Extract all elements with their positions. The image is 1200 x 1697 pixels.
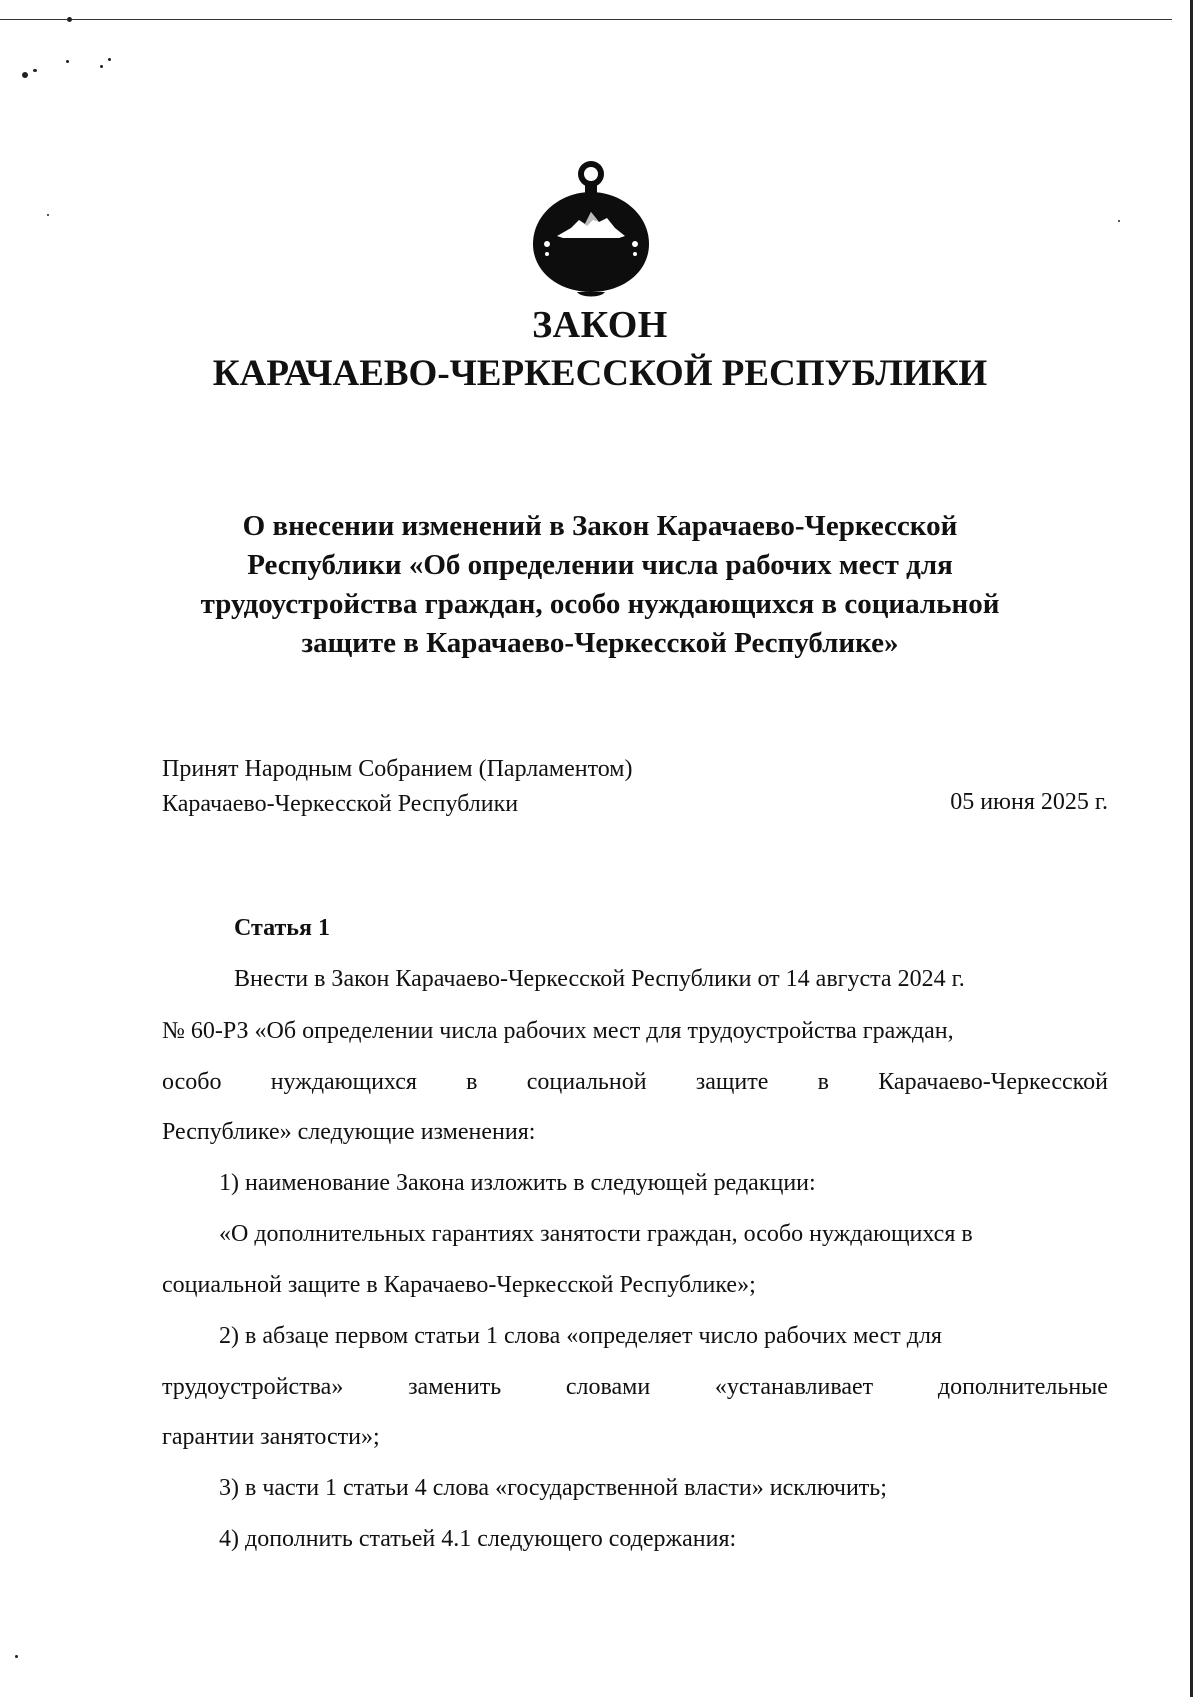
- article-paragraph-line: гарантии занятости»;: [162, 1424, 380, 1450]
- article-paragraph-line: Республике» следующие изменения:: [162, 1119, 536, 1145]
- article-paragraph-line: [162, 1374, 1108, 1401]
- subject-line: трудоустройства граждан, особо нуждающихся в социальной: [200, 588, 1000, 620]
- coat-of-arms-emblem: [527, 158, 655, 298]
- scan-speck: [108, 58, 111, 61]
- scan-speck: [33, 69, 37, 72]
- amendment-item: 1) наименование Закона изложить в следующей редакции:: [219, 1170, 816, 1196]
- scan-speck: [1118, 220, 1120, 222]
- word: трудоустройства»: [162, 1374, 344, 1400]
- article-paragraph-line: «О дополнительных гарантиях занятости граждан, особо нуждающихся в: [219, 1221, 973, 1247]
- scan-right-edge: [1190, 0, 1193, 1697]
- article-paragraph-line: Внести в Закон Карачаево-Черкесской Республики от 14 августа 2024 г.: [234, 966, 965, 992]
- article-paragraph-line: социальной защите в Карачаево-Черкесской Республике»;: [162, 1272, 756, 1298]
- word: социальной: [526, 1069, 647, 1095]
- scan-top-rule: [0, 19, 1172, 20]
- word: нуждающихся: [270, 1069, 417, 1095]
- scan-speck: [47, 214, 49, 216]
- word: Карачаево-Черкесской: [878, 1069, 1108, 1095]
- word: защите: [695, 1069, 769, 1095]
- amendment-item: 2) в абзаце первом статьи 1 слова «определяет число рабочих мест для: [219, 1323, 942, 1349]
- law-subject: [150, 507, 1050, 663]
- word: в: [817, 1069, 829, 1095]
- adoption-statement: [162, 752, 632, 822]
- word: особо: [162, 1069, 222, 1095]
- scan-speck: [22, 72, 28, 78]
- scan-speck: [100, 65, 103, 68]
- word: словами: [565, 1374, 651, 1400]
- adoption-line: Принят Народным Собранием (Парламентом): [162, 756, 633, 782]
- word: в: [466, 1069, 478, 1095]
- adoption-date: 05 июня 2025 г.: [950, 789, 1108, 815]
- scan-speck: [15, 1655, 18, 1658]
- article-paragraph-line: № 60-РЗ «Об определении числа рабочих мест для трудоустройства граждан,: [162, 1018, 954, 1044]
- amendment-item: 3) в части 1 статьи 4 слова «государственной власти» исключить;: [219, 1475, 887, 1501]
- scan-speck: [67, 17, 72, 22]
- word: заменить: [408, 1374, 502, 1400]
- scan-speck: [66, 60, 69, 63]
- word: «устанавливает: [714, 1374, 874, 1400]
- adoption-line: Карачаево-Черкесской Республики: [162, 791, 519, 817]
- subject-line: Республики «Об определении числа рабочих мест для: [247, 549, 953, 581]
- article-title: Статья 1: [234, 915, 330, 941]
- word: дополнительные: [937, 1374, 1108, 1400]
- amendment-item: 4) дополнить статьей 4.1 следующего содержания:: [219, 1526, 737, 1552]
- subject-line: О внесении изменений в Закон Карачаево-Черкесской: [242, 510, 958, 542]
- republic-name: КАРАЧАЕВО-ЧЕРКЕССКОЙ РЕСПУБЛИКИ: [212, 353, 988, 394]
- subject-line: защите в Карачаево-Черкесской Республике»: [301, 627, 899, 659]
- article-paragraph-line: [162, 1069, 1108, 1096]
- law-title: ЗАКОН: [532, 304, 668, 346]
